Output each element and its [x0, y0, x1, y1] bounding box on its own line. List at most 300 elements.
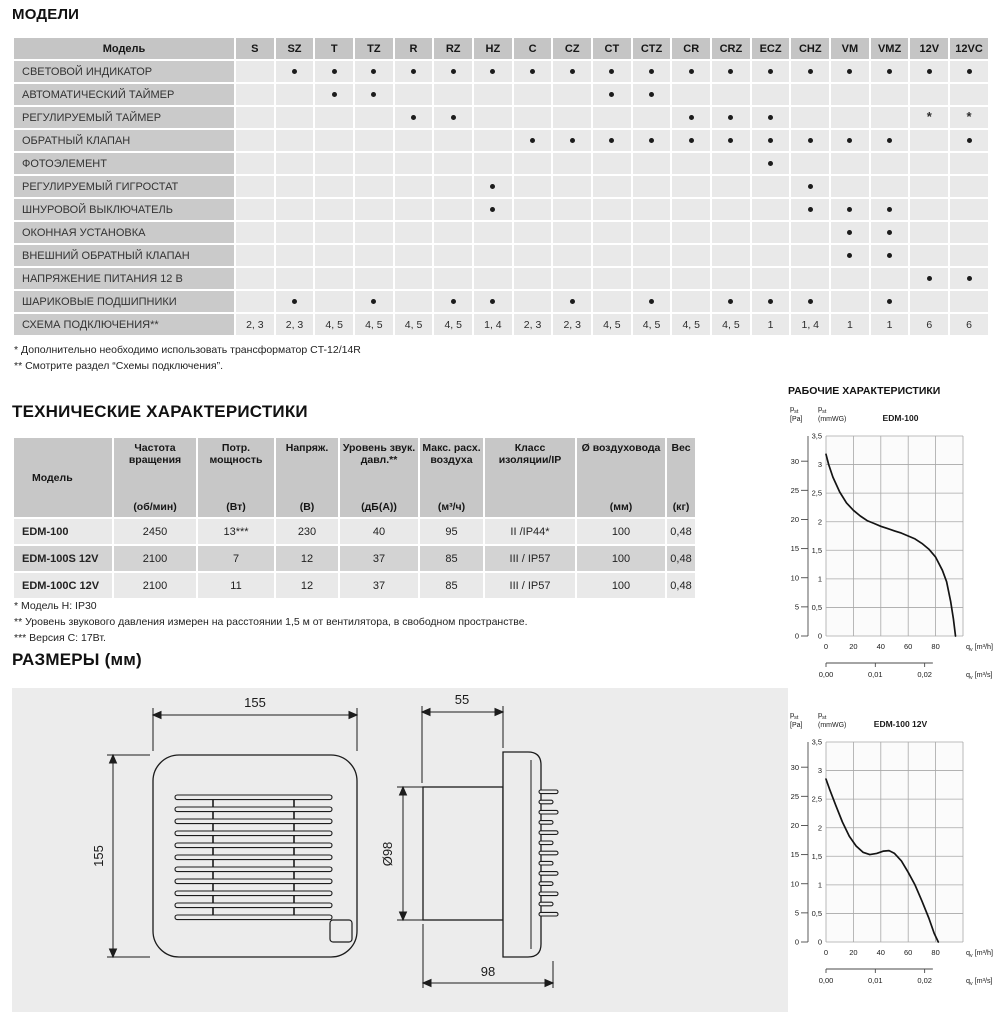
feature-cell: [950, 199, 988, 220]
feature-cell: [831, 222, 869, 243]
spec-header: Модель: [14, 438, 112, 517]
feature-cell: [791, 84, 829, 105]
spec-value: 95: [420, 519, 483, 544]
svg-text:0,01: 0,01: [868, 976, 883, 985]
feature-cell: 1, 4: [791, 314, 829, 335]
feature-cell: [395, 199, 433, 220]
feature-cell: [752, 107, 790, 128]
feature-cell: [553, 268, 591, 289]
feature-dot: [927, 69, 932, 74]
spec-value: 13***: [198, 519, 274, 544]
spec-header: Вес (кг): [667, 438, 695, 517]
feature-dot: [887, 138, 892, 143]
spec-value: 230: [276, 519, 338, 544]
feature-cell: [871, 245, 909, 266]
svg-text:qv [m³/h]: $q_v$ [m³/h]: [966, 642, 993, 653]
feature-cell: [871, 61, 909, 82]
feature-dot: [570, 69, 575, 74]
model-column-CZ: CZ: [553, 38, 591, 59]
feature-cell: [593, 176, 631, 197]
svg-text:0: 0: [794, 937, 799, 947]
feature-cell: [752, 153, 790, 174]
feature-cell: [395, 107, 433, 128]
spec-model-name: EDM-100S 12V: [14, 546, 112, 571]
footnote-schemes: ** Смотрите раздел “Схемы подключения”.: [14, 359, 223, 372]
feature-cell: [712, 130, 750, 151]
feature-cell: [831, 107, 869, 128]
feature-cell: [474, 130, 512, 151]
feature-asterisk: *: [966, 108, 972, 124]
model-column-VM: VM: [831, 38, 869, 59]
feature-cell: [474, 84, 512, 105]
feature-cell: [791, 199, 829, 220]
feature-cell: [236, 176, 274, 197]
feature-cell: [712, 245, 750, 266]
dimensions-section-title: РАЗМЕРЫ (мм): [12, 650, 142, 669]
spec-value: 100: [577, 546, 665, 571]
feature-row-label: ШАРИКОВЫЕ ПОДШИПНИКИ: [14, 291, 234, 312]
svg-text:EDM-100 12V: EDM-100 12V: [873, 719, 928, 729]
feature-cell: [514, 130, 552, 151]
spec-header: Класс изоляции/IP: [485, 438, 575, 517]
feature-cell: [672, 222, 710, 243]
feature-cell: [633, 130, 671, 151]
svg-text:0,00: 0,00: [818, 670, 834, 679]
model-column-HZ: HZ: [474, 38, 512, 59]
feature-cell: [474, 61, 512, 82]
feature-cell: [315, 291, 353, 312]
feature-cell: [910, 84, 948, 105]
feature-cell: 1: [871, 314, 909, 335]
feature-cell: [315, 130, 353, 151]
feature-dot: [649, 299, 654, 304]
feature-cell: [474, 291, 512, 312]
feature-cell: [236, 291, 274, 312]
feature-cell: 4, 5: [434, 314, 472, 335]
feature-dot: [570, 299, 575, 304]
dimensions-drawing: [12, 688, 788, 1012]
feature-dot: [292, 299, 297, 304]
svg-text:20: 20: [790, 821, 799, 831]
feature-cell: [593, 199, 631, 220]
feature-dot: [292, 69, 297, 74]
feature-cell: [276, 61, 314, 82]
svg-text:3: 3: [817, 460, 822, 470]
spec-value: 37: [340, 546, 418, 571]
feature-cell: [434, 84, 472, 105]
svg-text:0,5: 0,5: [811, 909, 822, 919]
feature-cell: [276, 130, 314, 151]
feature-cell: [315, 268, 353, 289]
feature-cell: [672, 268, 710, 289]
feature-cell: [633, 245, 671, 266]
svg-text:0,01: 0,01: [868, 670, 883, 679]
spec-value: III / IP57: [485, 546, 575, 571]
feature-cell: [553, 61, 591, 82]
feature-cell: [712, 107, 750, 128]
feature-cell: [672, 153, 710, 174]
feature-cell: [950, 153, 988, 174]
feature-cell: [831, 153, 869, 174]
feature-cell: [434, 199, 472, 220]
svg-text:qv [m³/s]: $q_v$ [m³/s]: [966, 976, 993, 987]
feature-cell: [910, 61, 948, 82]
feature-cell: [434, 268, 472, 289]
feature-cell: [276, 176, 314, 197]
feature-cell: [593, 222, 631, 243]
feature-cell: [593, 130, 631, 151]
spec-header: Частота вращения (об/мин): [114, 438, 196, 517]
feature-cell: [910, 291, 948, 312]
feature-cell: 4, 5: [593, 314, 631, 335]
feature-row-label: РЕГУЛИРУЕМЫЙ ГИГРОСТАТ: [14, 176, 234, 197]
feature-cell: [712, 84, 750, 105]
specs-section-title: ТЕХНИЧЕСКИЕ ХАРАКТЕРИСТИКИ: [12, 402, 308, 421]
feature-cell: [791, 268, 829, 289]
spec-value: 0,48: [667, 546, 695, 571]
feature-cell: [276, 268, 314, 289]
feature-cell: [831, 61, 869, 82]
feature-row-label: ОКОННАЯ УСТАНОВКА: [14, 222, 234, 243]
svg-text:0: 0: [823, 642, 829, 651]
feature-cell: [633, 84, 671, 105]
spec-footnotes: [14, 599, 654, 646]
spec-value: 40: [340, 519, 418, 544]
dim-depth-total: 98: [480, 964, 496, 979]
feature-row-label: ШНУРОВОЙ ВЫКЛЮЧАТЕЛЬ: [14, 199, 234, 220]
feature-cell: [871, 176, 909, 197]
spec-model-name: EDM-100: [14, 519, 112, 544]
performance-section: [788, 385, 1000, 1005]
feature-dot: [728, 299, 733, 304]
feature-cell: [831, 176, 869, 197]
spec-row: [14, 573, 695, 598]
feature-dot: [570, 138, 575, 143]
feature-cell: [831, 245, 869, 266]
feature-dot: [847, 69, 852, 74]
svg-text:2,5: 2,5: [811, 794, 822, 804]
feature-cell: [355, 176, 393, 197]
feature-cell: [593, 245, 631, 266]
feature-cell: [752, 291, 790, 312]
model-column-CT: CT: [593, 38, 631, 59]
feature-dot: [689, 115, 694, 120]
feature-cell: [633, 107, 671, 128]
feature-cell: [633, 153, 671, 174]
footnote-transformer: * Дополнительно необходимо использовать трансформатор CT-12/14R: [14, 344, 361, 356]
feature-cell: [355, 107, 393, 128]
feature-dot: [689, 69, 694, 74]
feature-cell: [950, 268, 988, 289]
svg-text:20: 20: [849, 948, 858, 957]
spec-value: 12: [276, 573, 338, 598]
spec-value: 11: [198, 573, 274, 598]
model-column-VMZ: VMZ: [871, 38, 909, 59]
feature-cell: [752, 84, 790, 105]
feature-dot: [887, 69, 892, 74]
svg-text:15: 15: [790, 850, 799, 860]
feature-dot: [490, 69, 495, 74]
feature-cell: 4, 5: [355, 314, 393, 335]
feature-dot: [887, 299, 892, 304]
feature-cell: [871, 268, 909, 289]
svg-text:qv [m³/h]: $q_v$ [m³/h]: [966, 948, 993, 959]
feature-cell: [276, 222, 314, 243]
model-column-12VC: 12VC: [950, 38, 988, 59]
feature-dot: [332, 69, 337, 74]
feature-cell: [791, 153, 829, 174]
feature-cell: [633, 268, 671, 289]
feature-cell: [236, 130, 274, 151]
feature-cell: [950, 107, 988, 128]
model-column-ECZ: ECZ: [752, 38, 790, 59]
svg-text:0,00: 0,00: [818, 976, 834, 985]
feature-cell: [672, 176, 710, 197]
spec-value: II /IP44*: [485, 519, 575, 544]
spec-value: 2100: [114, 546, 196, 571]
feature-row-label: АВТОМАТИЧЕСКИЙ ТАЙМЕР: [14, 84, 234, 105]
svg-text:25: 25: [790, 791, 799, 801]
feature-dot: [411, 69, 416, 74]
feature-cell: [910, 153, 948, 174]
svg-text:0,5: 0,5: [811, 603, 822, 613]
feature-cell: [315, 245, 353, 266]
feature-dot: [728, 115, 733, 120]
feature-cell: [950, 84, 988, 105]
feature-cell: [672, 130, 710, 151]
svg-text:0: 0: [817, 937, 822, 947]
svg-text:qv [m³/s]: $q_v$ [m³/s]: [966, 670, 993, 681]
svg-text:60: 60: [904, 948, 913, 957]
spec-value: 2100: [114, 573, 196, 598]
feature-cell: [752, 268, 790, 289]
feature-cell: [315, 176, 353, 197]
feature-cell: 2, 3: [236, 314, 274, 335]
feature-row-label: РЕГУЛИРУЕМЫЙ ТАЙМЕР: [14, 107, 234, 128]
feature-cell: 2, 3: [514, 314, 552, 335]
side-view-drawing: [423, 752, 558, 957]
svg-text:15: 15: [790, 544, 799, 554]
feature-cell: [355, 130, 393, 151]
feature-dot: [451, 69, 456, 74]
feature-dot: [847, 230, 852, 235]
svg-text:0,02: 0,02: [917, 670, 932, 679]
feature-row-label: ВНЕШНИЙ ОБРАТНЫЙ КЛАПАН: [14, 245, 234, 266]
feature-cell: [791, 130, 829, 151]
feature-cell: [355, 222, 393, 243]
feature-dot: [451, 299, 456, 304]
feature-cell: [236, 107, 274, 128]
feature-cell: [276, 199, 314, 220]
feature-cell: [395, 176, 433, 197]
feature-cell: [633, 61, 671, 82]
feature-cell: [553, 291, 591, 312]
feature-cell: [395, 268, 433, 289]
feature-cell: [712, 268, 750, 289]
feature-cell: [712, 61, 750, 82]
feature-cell: [752, 61, 790, 82]
feature-row-label: ОБРАТНЫЙ КЛАПАН: [14, 130, 234, 151]
feature-dot: [768, 138, 773, 143]
feature-cell: [752, 130, 790, 151]
svg-text:0: 0: [823, 948, 829, 957]
feature-cell: [871, 84, 909, 105]
feature-dot: [887, 253, 892, 258]
feature-dot: [689, 138, 694, 143]
feature-cell: [593, 291, 631, 312]
feature-cell: [395, 245, 433, 266]
feature-cell: [871, 222, 909, 243]
feature-cell: [553, 153, 591, 174]
feature-cell: [712, 199, 750, 220]
feature-dot: [649, 138, 654, 143]
feature-cell: [434, 153, 472, 174]
feature-cell: [315, 222, 353, 243]
svg-text:30: 30: [790, 456, 799, 466]
feature-cell: [355, 153, 393, 174]
feature-cell: [514, 61, 552, 82]
feature-cell: [712, 222, 750, 243]
feature-cell: [553, 176, 591, 197]
feature-cell: [236, 84, 274, 105]
feature-dot: [808, 69, 813, 74]
feature-cell: [514, 222, 552, 243]
feature-cell: [514, 153, 552, 174]
feature-dot: [847, 253, 852, 258]
feature-cell: [553, 107, 591, 128]
svg-text:0: 0: [817, 631, 822, 641]
pressure-flow-curve: [788, 399, 1000, 699]
model-column-S: S: [236, 38, 274, 59]
feature-cell: [712, 291, 750, 312]
feature-cell: [672, 84, 710, 105]
model-column-R: R: [395, 38, 433, 59]
model-column-CRZ: CRZ: [712, 38, 750, 59]
svg-text:5: 5: [794, 602, 799, 612]
feature-cell: [712, 153, 750, 174]
feature-dot: [808, 138, 813, 143]
feature-cell: [910, 176, 948, 197]
feature-cell: [514, 107, 552, 128]
feature-dot: [371, 299, 376, 304]
svg-text:(mmWG): (mmWG): [818, 416, 847, 423]
feature-dot: [967, 138, 972, 143]
feature-cell: [236, 222, 274, 243]
feature-cell: [910, 130, 948, 151]
model-column-CHZ: CHZ: [791, 38, 829, 59]
feature-cell: [474, 222, 512, 243]
feature-cell: 2, 3: [276, 314, 314, 335]
feature-cell: 4, 5: [395, 314, 433, 335]
model-column-C: C: [514, 38, 552, 59]
model-column-12V: 12V: [910, 38, 948, 59]
feature-dot: [530, 138, 535, 143]
feature-cell: [553, 222, 591, 243]
svg-text:2,5: 2,5: [811, 488, 822, 498]
feature-row-label: СХЕМА ПОДКЛЮЧЕНИЯ**: [14, 314, 234, 335]
feature-cell: [752, 245, 790, 266]
feature-dot: [768, 299, 773, 304]
feature-cell: [672, 61, 710, 82]
feature-cell: 2, 3: [553, 314, 591, 335]
feature-cell: [395, 130, 433, 151]
svg-text:40: 40: [876, 642, 885, 651]
feature-dot: [728, 69, 733, 74]
feature-cell: [355, 245, 393, 266]
feature-cell: [831, 268, 869, 289]
feature-cell: [950, 222, 988, 243]
feature-dot: [808, 184, 813, 189]
feature-cell: [434, 130, 472, 151]
feature-cell: [791, 176, 829, 197]
feature-cell: [950, 245, 988, 266]
feature-cell: [434, 61, 472, 82]
footnote-model-h: * Модель H: IP30: [14, 600, 97, 612]
feature-dot: [967, 69, 972, 74]
svg-text:80: 80: [931, 642, 940, 651]
svg-text:[Pa]: [Pa]: [790, 722, 803, 729]
spec-table: [12, 436, 697, 600]
models-table: [12, 36, 990, 337]
feature-cell: [871, 130, 909, 151]
front-view-drawing: [153, 755, 357, 957]
feature-dot: [490, 207, 495, 212]
feature-cell: [791, 291, 829, 312]
feature-cell: [315, 61, 353, 82]
feature-dot: [808, 207, 813, 212]
feature-cell: [950, 130, 988, 151]
feature-cell: [276, 291, 314, 312]
feature-dot: [609, 69, 614, 74]
svg-text:[Pa]: [Pa]: [790, 416, 803, 423]
feature-cell: [831, 291, 869, 312]
feature-cell: [514, 268, 552, 289]
spec-model-name: EDM-100C 12V: [14, 573, 112, 598]
feature-cell: [434, 107, 472, 128]
feature-cell: [355, 268, 393, 289]
feature-cell: [276, 107, 314, 128]
feature-dot: [768, 115, 773, 120]
feature-cell: [474, 176, 512, 197]
feature-dot: [927, 276, 932, 281]
feature-cell: 1: [831, 314, 869, 335]
feature-cell: [831, 199, 869, 220]
svg-text:80: 80: [931, 948, 940, 957]
feature-dot: [609, 138, 614, 143]
feature-cell: [791, 61, 829, 82]
feature-cell: [950, 61, 988, 82]
feature-cell: [791, 245, 829, 266]
feature-cell: [593, 153, 631, 174]
feature-dot: [728, 138, 733, 143]
feature-cell: [474, 245, 512, 266]
feature-cell: [633, 222, 671, 243]
feature-cell: [236, 153, 274, 174]
feature-cell: [474, 268, 512, 289]
model-column-RZ: RZ: [434, 38, 472, 59]
performance-chart-edm-100-12v: [788, 705, 1000, 1005]
feature-cell: [871, 291, 909, 312]
pressure-flow-curve: [788, 705, 1000, 1005]
feature-cell: [910, 107, 948, 128]
feature-dot: [530, 69, 535, 74]
feature-cell: [831, 130, 869, 151]
svg-text:2: 2: [817, 517, 822, 527]
feature-cell: [553, 84, 591, 105]
feature-cell: [276, 245, 314, 266]
feature-row-label: НАПРЯЖЕНИЕ ПИТАНИЯ 12 В: [14, 268, 234, 289]
dim-duct-diameter: Ø98: [380, 841, 395, 867]
